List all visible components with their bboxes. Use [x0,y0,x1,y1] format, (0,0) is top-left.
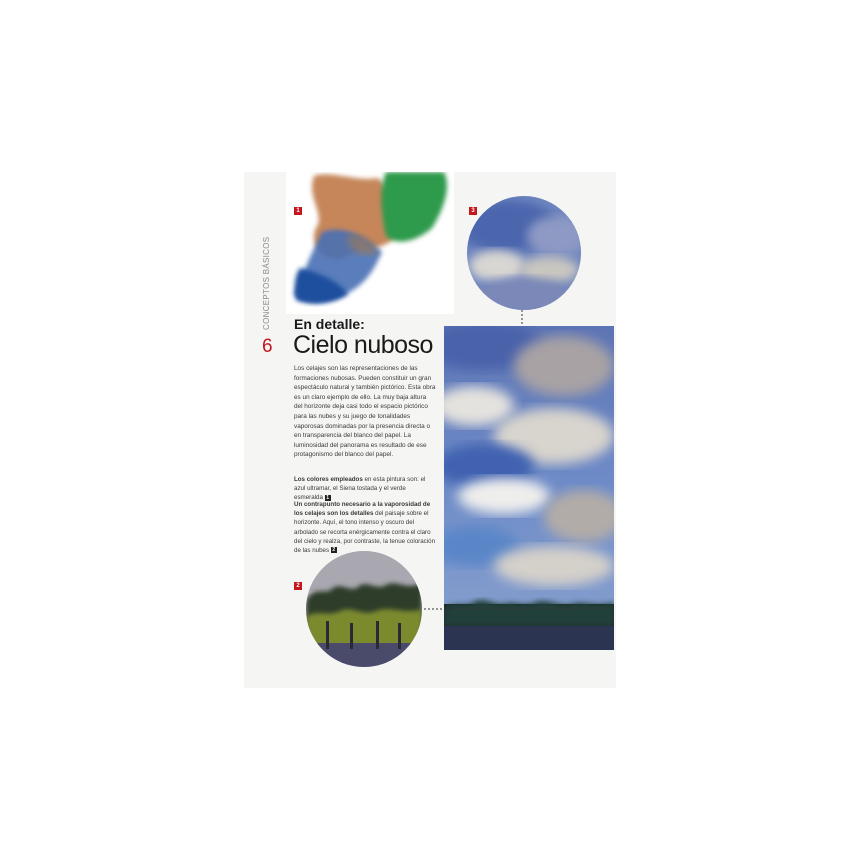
section-label: CONCEPTOS BÁSICOS [262,236,271,330]
page-number: 6 [262,336,273,357]
sky-detail-circle [467,196,581,310]
trees-detail-circle [306,551,422,667]
marker-3: 3 [469,207,477,215]
detail-bold: Un contrapunto necesario a la vaporosidad de los celajes son los detalles [294,501,431,518]
colors-bold: Los colores empleados [294,476,363,483]
kicker: En detalle: [294,316,365,332]
detail-text: del paisaje sobre el horizonte. Aquí, el tono intenso y oscuro del arbolado se recorta enérgicamente contra el claro del cielo y realza, por contraste, la tenue coloración de las nubes [294,510,436,555]
color-swatch-illustration [286,172,454,314]
colors-text: en esta pintura son: el azul ultramar, el Siena tostada y el verde esmeralda [294,476,426,502]
marker-1: 1 [294,207,302,215]
connector-line-2 [420,607,602,611]
marker-2: 2 [294,582,302,590]
body-paragraph: Los celajes son las representaciones de las formaciones nubosas. Pueden constituir un gran espectáculo natural y también pictórico. Esta obra es un claro ejemplo de ello. La muy baja altura del horizonte deja casi todo el espacio pictórico para las nubes y su juego de tonalidades vaporosas dominadas por la presencia directa o en transparencia del blanco del papel. La luminosidad del panorama es resultado de ese protagonismo del blanco del papel. [294,365,436,459]
page-title: Cielo nuboso [293,331,433,359]
detail-paragraph [294,500,436,555]
main-painting [444,326,614,650]
colors-paragraph [294,475,436,503]
ref-badge-2: 2 [332,547,336,554]
ref-badge-1: 1 [326,494,329,501]
